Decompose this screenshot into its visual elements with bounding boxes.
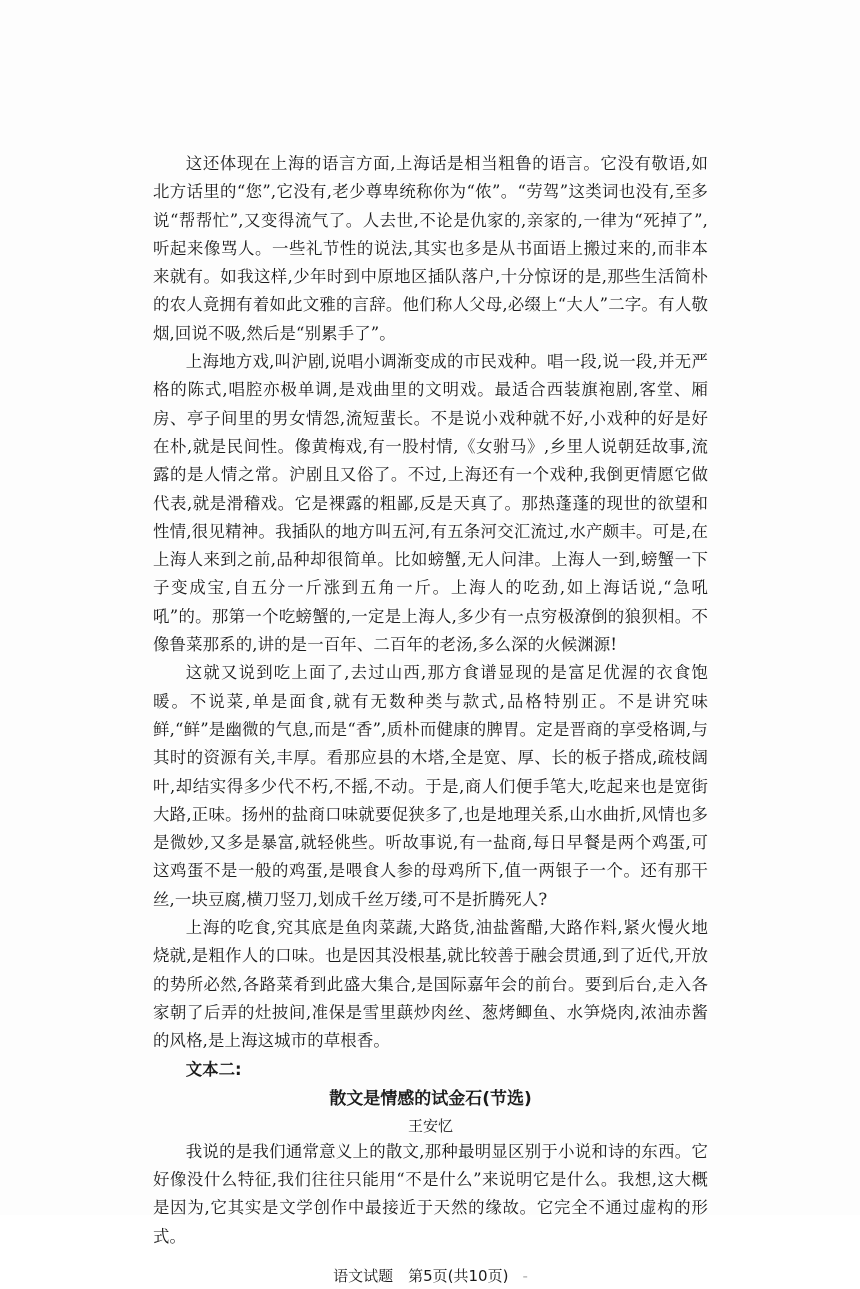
page-number: 语文试题 第5页(共10页) [333, 1266, 509, 1285]
text-two-paragraph-1: 我说的是我们通常意义上的散文,那种最明显区别于小说和诗的东西。它好像没什么特征,我们往往只能用“不是什么”来说明它是什么。我想,这大概是因为,它其实是文学创作中最接近于天然的缘故。它完全不通过虚构的形式。 [153, 1141, 708, 1246]
essay-author: 王安忆 [407, 1116, 453, 1135]
text-one-paragraph-3: 这就又说到吃上面了,去过山西,那方食谱显现的是富足优渥的衣食饱暖。不说菜,单是面食,就有无数种类与款式,品格特别正。不是讲究味鲜,“鲜”是幽微的气息,而是“香”,质朴而健康的脾胃。定是晋商的享受格调,与其时的资源有关,丰厚。看那应县的木塔,全是宽、厚、长的板子搭成,疏枝阔叶,却结实得多少代不朽,不摇,不动。于是,商人们便手笔大,吃起来也是宽街大路,正味。扬州的盐商口味就要促狭多了,也是地理关系,山水曲折,风情也多是微妙,又多是暴富,就轻佻些。听故事说,有一盐商,每日早餐是两个鸡蛋,可这鸡蛋不是一般的鸡蛋,是喂食人参的母鸡所下,值一两银子一个。还有那干丝,一块豆腐,横刀竖刀,划成千丝万缕,可不是折腾死人? [153, 663, 708, 909]
text-two-label: 文本二: [185, 1059, 242, 1079]
text-one-paragraph-4: 上海的吃食,究其底是鱼肉菜蔬,大路货,油盐酱醋,大路作料,紧火慢火地烧就,是粗作人的口味。也是因其没根基,就比较善于融会贯通,到了近代,开放的势所必然,各路菜肴到此盛大集合,是国际嘉年会的前台。要到后台,走入各家朝了后弄的灶披间,准保是雪里蕻炒肉丝、葱烤鲫鱼、水笋烧肉,浓油赤酱的风格,是上海这城市的草根香。 [153, 918, 708, 1051]
footer-mark: - [522, 1266, 528, 1285]
text-one-paragraph-2: 上海地方戏,叫沪剧,说唱小调渐变成的市民戏种。唱一段,说一段,并无严格的陈式,唱腔亦极单调,是戏曲里的文明戏。最适合西装旗袍剧,客堂、厢房、亭子间里的男女情怨,流短蜚长。不是说小戏种就不好,小戏种的好是好在朴,就是民间性。像黄梅戏,有一股村情,《女驸马》,乡里人说朝廷故事,流露的是人情之常。沪剧且又俗了。不过,上海还有一个戏种,我倒更情愿它做代表,就是滑稽戏。它是裸露的粗鄙,反是天真了。那热蓬蓬的现世的欲望和性情,很见精神。我插队的地方叫五河,有五条河交汇流过,水产颇丰。可是,在上海人来到之前,品种却很简单。比如螃蟹,无人问津。上海人一到,螃蟹一下子变成宝,自五分一斤涨到五角一斤。上海人的吃劲,如上海话说,“急吼吼”的。那第一个吃螃蟹的,一定是上海人,多少有一点穷极潦倒的狼狈相。不像鲁菜那系的,讲的是一百年、二百年的老汤,多么深的火候渊源! [153, 352, 708, 655]
page-footer [153, 1263, 708, 1289]
essay-title: 散文是情感的试金石(节选) [329, 1088, 532, 1109]
page-content [153, 150, 708, 1289]
text-one-paragraph-1: 这还体现在上海的语言方面,上海话是相当粗鲁的语言。它没有敬语,如北方话里的“您”,它没有,老少尊卑统称你为“侬”。“劳驾”这类词也没有,至多说“帮帮忙”,又变得流气了。人去世,不论是仇家的,亲家的,一律为“死掉了”,听起来像骂人。一些礼节性的说法,其实也多是从书面语上搬过来的,而非本来就有。如我这样,少年时到中原地区插队落户,十分惊讶的是,那些生活简朴的农人竟拥有着如此文雅的言辞。他们称人父母,必缀上“大人”二字。有人敬烟,回说不吸,然后是“别累手了”。 [153, 154, 708, 343]
